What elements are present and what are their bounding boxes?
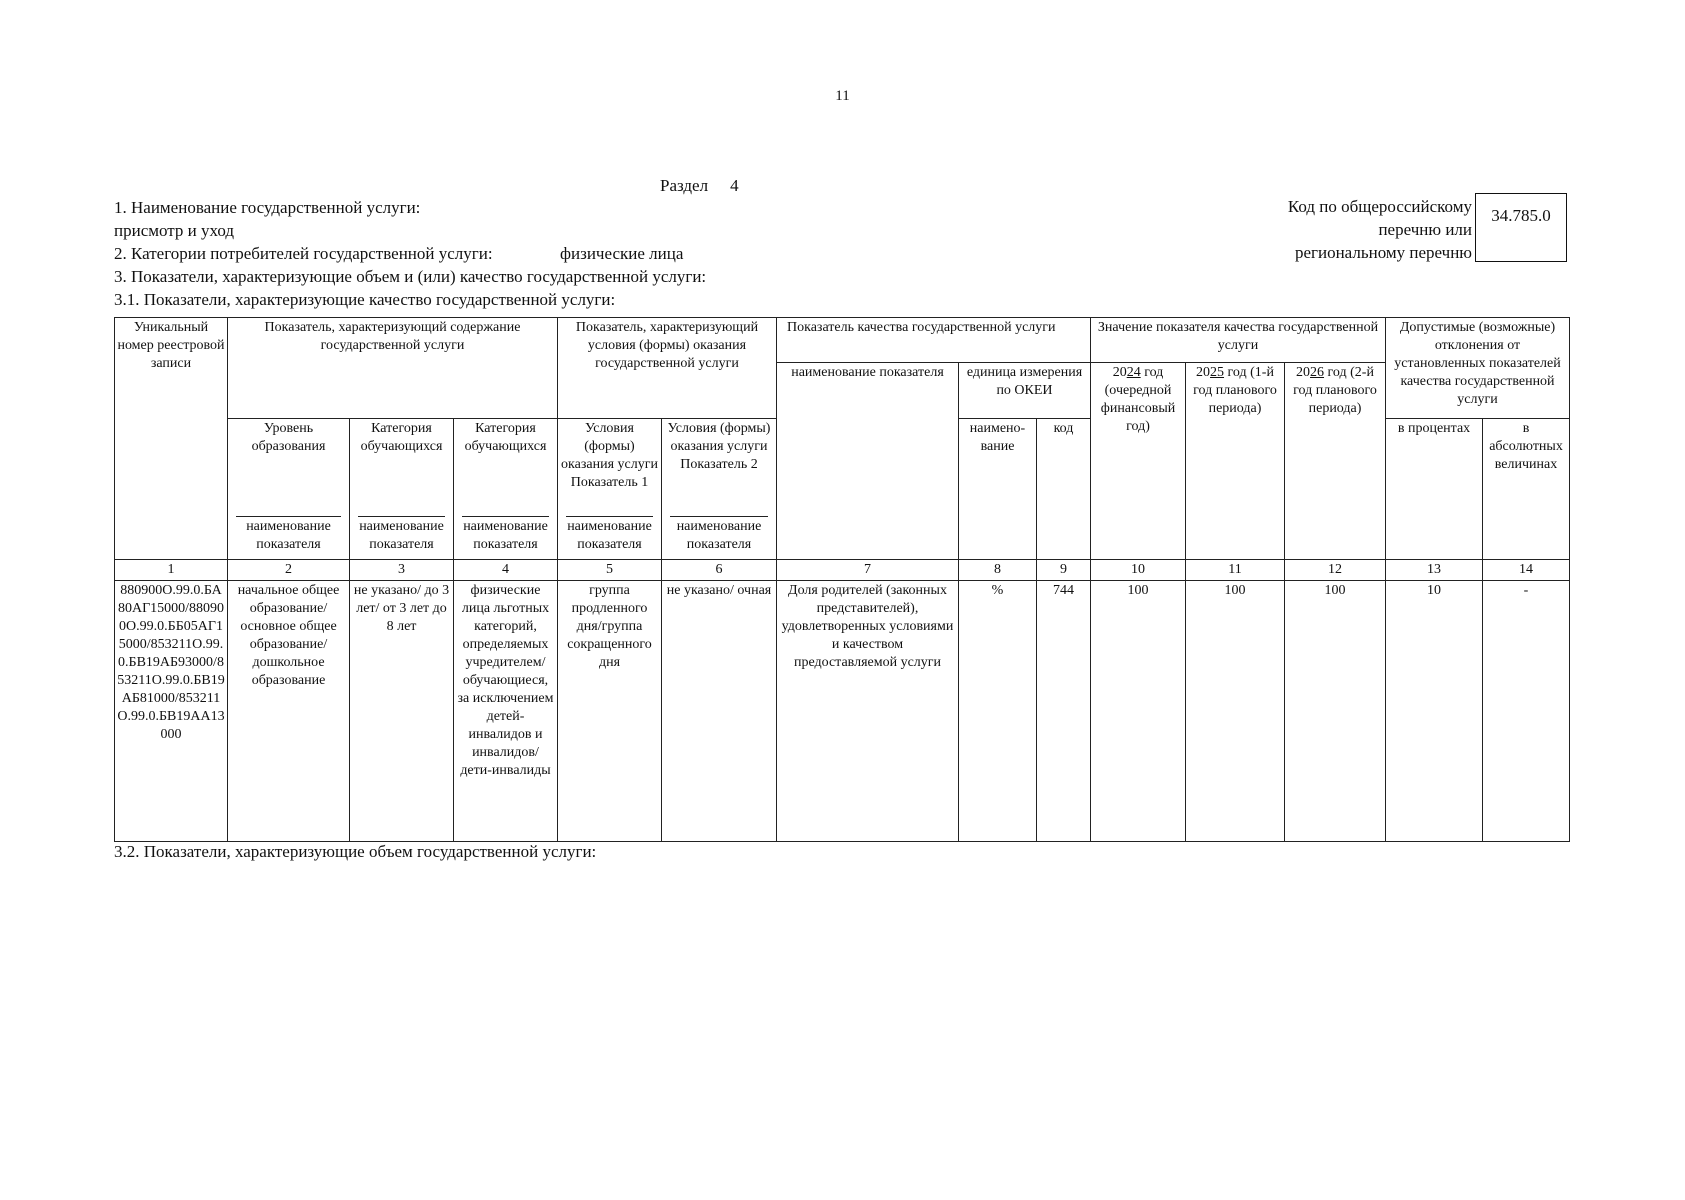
cell-value-year-3: 100: [1285, 581, 1386, 842]
code-label: [1288, 195, 1472, 264]
cell-student-category-2: физические лица льготных категорий, определяемых учредителем/ обучающиеся, за исключением детей-инвалидов и инвалидов/ дети-инвалиды: [454, 581, 558, 842]
column-numbers-row: [115, 560, 1570, 581]
volume-indicators-heading: 3.2. Показатели, характеризующие объем государственной услуги:: [114, 842, 597, 861]
year-2-prefix: 20: [1196, 365, 1211, 380]
col-num-6: 6: [662, 560, 777, 581]
service-name-label: 1. Наименование государственной услуги:: [114, 198, 421, 217]
cell-unit-name: %: [959, 581, 1037, 842]
indicators-heading: 3. Показатели, характеризующие объем и (или) качество государственной услуги:: [114, 267, 707, 286]
education-level-label: Уровень образования: [251, 421, 326, 454]
section-title: [660, 176, 739, 196]
header-unit: единица измерения по ОКЕИ: [959, 363, 1091, 419]
header-deviation-percent: в процентах: [1386, 419, 1483, 560]
code-box: [1475, 193, 1567, 262]
quality-indicators-table: [114, 317, 1570, 842]
cell-education-level: начальное общее образование/ основное общее образование/ дошкольное образование: [228, 581, 350, 842]
header-quality-indicator: Показатель качества государственной услуги: [777, 318, 1091, 363]
year-1-number: 24: [1126, 365, 1141, 380]
col-num-3: 3: [350, 560, 454, 581]
condition-1-label: Условия (формы) оказания услуги Показатель 1: [561, 421, 658, 490]
code-label-line-3: региональному перечню: [1294, 243, 1472, 262]
cell-unique-number: 880900О.99.0.БА80АГ15000/880900О.99.0.ББ05АГ15000/853211О.99.0.БВ19АБ93000/853211О.99.0.БВ19АБ81000/853211О.99.0.БВ19АА13000: [115, 581, 228, 842]
year-1-suffix: год (очередной финансовый год): [1100, 365, 1176, 434]
condition-2-label: Условия (формы) оказания услуги Показатель 2: [667, 421, 771, 472]
header-unit-name: наимено-вание: [959, 419, 1037, 560]
col-num-11: 11: [1186, 560, 1285, 581]
cell-value-year-1: 100: [1091, 581, 1186, 842]
header-condition-1: [558, 419, 662, 560]
col-num-9: 9: [1037, 560, 1091, 581]
header-student-category-1: [350, 419, 454, 560]
col-num-8: 8: [959, 560, 1037, 581]
consumer-category-value: физические лица: [560, 244, 684, 263]
header-deviation: Допустимые (возможные) отклонения от установленных показателей качества государственной услуги: [1386, 318, 1570, 419]
education-level-sub: наименование показателя: [236, 516, 341, 554]
header-year-2: [1186, 363, 1285, 560]
consumer-category-label: 2. Категории потребителей государственной услуги:: [114, 244, 493, 263]
year-2-number: 25: [1210, 365, 1225, 380]
student-category-1-label: Категория обучающихся: [360, 421, 443, 454]
col-num-4: 4: [454, 560, 558, 581]
cell-student-category-1: не указано/ до 3 лет/ от 3 лет до 8 лет: [350, 581, 454, 842]
student-category-2-sub: наименование показателя: [462, 516, 549, 554]
header-content-indicator: Показатель, характеризующий содержание государственной услуги: [228, 318, 558, 419]
cell-deviation-percent: 10: [1386, 581, 1483, 842]
col-num-5: 5: [558, 560, 662, 581]
col-num-1: 1: [115, 560, 228, 581]
header-year-3: [1285, 363, 1386, 560]
col-num-13: 13: [1386, 560, 1483, 581]
code-value: 34.785.0: [1491, 206, 1551, 225]
cell-condition-2: не указано/ очная: [662, 581, 777, 842]
col-num-10: 10: [1091, 560, 1186, 581]
service-name-value: присмотр и уход: [114, 221, 235, 240]
header-condition-2: [662, 419, 777, 560]
cell-unit-code: 744: [1037, 581, 1091, 842]
condition-2-sub: наименование показателя: [670, 516, 768, 554]
cell-condition-1: группа продленного дня/группа сокращенного дня: [558, 581, 662, 842]
condition-1-sub: наименование показателя: [566, 516, 653, 554]
page-number: 11: [835, 88, 850, 104]
cell-value-year-2: 100: [1186, 581, 1285, 842]
quality-indicators-heading: 3.1. Показатели, характеризующие качество государственной услуги:: [114, 290, 616, 309]
code-label-line-2: перечню или: [1378, 220, 1472, 239]
year-3-suffix: год (2-й год планового периода): [1293, 365, 1377, 416]
header-deviation-absolute: в абсолютных величинах: [1483, 419, 1570, 560]
cell-indicator-name: Доля родителей (законных представителей), удовлетворенных условиями и качеством предоставляемой услуги: [777, 581, 959, 842]
header-year-1: [1091, 363, 1186, 560]
year-3-number: 26: [1310, 365, 1325, 380]
section-number: 4: [730, 176, 739, 195]
year-1-prefix: 20: [1112, 365, 1127, 380]
header-education-level: [228, 419, 350, 560]
cell-deviation-absolute: -: [1483, 581, 1570, 842]
student-category-2-label: Категория обучающихся: [464, 421, 547, 454]
table-row: [115, 581, 1570, 842]
col-num-12: 12: [1285, 560, 1386, 581]
header-student-category-2: [454, 419, 558, 560]
col-num-2: 2: [228, 560, 350, 581]
header-unit-code: код: [1037, 419, 1091, 560]
header-conditions-indicator: Показатель, характеризующий условия (формы) оказания государственной услуги: [558, 318, 777, 419]
year-2-suffix: год (1-й год планового периода): [1193, 365, 1277, 416]
header-indicator-name: наименование показателя: [777, 363, 959, 560]
year-3-prefix: 20: [1296, 365, 1311, 380]
header-unique-number: Уникальный номер реестровой записи: [115, 318, 228, 560]
student-category-1-sub: наименование показателя: [358, 516, 445, 554]
section-label: Раздел: [660, 176, 709, 195]
col-num-7: 7: [777, 560, 959, 581]
header-indicator-value: Значение показателя качества государственной услуги: [1091, 318, 1386, 363]
code-label-line-1: Код по общероссийскому: [1287, 197, 1472, 216]
col-num-14: 14: [1483, 560, 1570, 581]
